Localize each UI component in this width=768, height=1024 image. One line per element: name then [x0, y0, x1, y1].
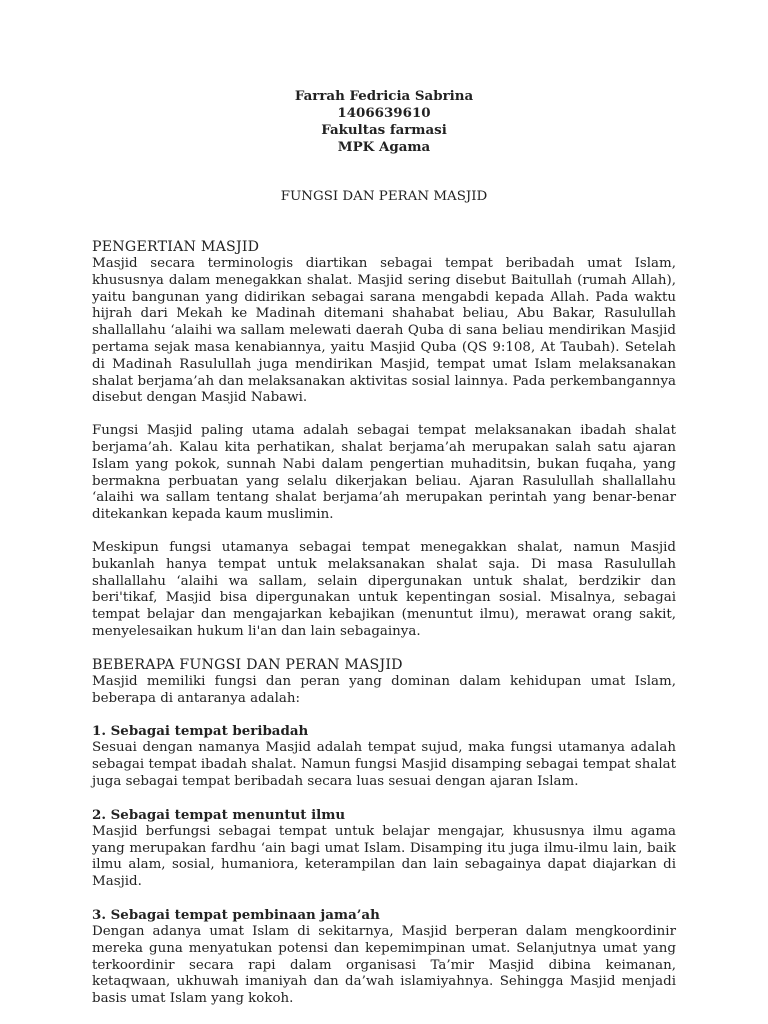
- item-heading-pembinaan-jamaah: 3. Sebagai tempat pembinaan jama’ah: [92, 906, 380, 923]
- section-body-pengertian: [92, 256, 676, 641]
- item-text-pembinaan-jamaah: Dengan adanya umat Islam di sekitarnya, Masjid berperan dalam mengkoordinir mereka guna menyatukan potensi dan kepemimpinan umat. Selanjutnya umat yang terkoordinir secara rapi dalam organisasi Ta’mir Masjid dibina keimanan, ketaqwaan, ukhuwah imaniyah dan da’wah islamiyahnya. Sehingga Masjid menjadi basis umat Islam yang kokoh.: [92, 923, 676, 1007]
- faculty-name: Fakultas farmasi: [321, 122, 447, 138]
- paragraph-other-functions: Meskipun fungsi utamanya sebagai tempat menegakkan shalat, namun Masjid bukanlah hanya tempat untuk melaksanakan shalat saja. Di masa Rasulullah shallallahu ‘alaihi wa sallam, selain dipergunakan untuk shalat, berdzikir dan beri'tikaf, Masjid bisa dipergunakan untuk kepentingan sosial. Misalnya, sebagai tempat belajar dan mengajarkan kebajikan (menuntut ilmu), merawat orang sakit, menyelesaikan hukum li'an dan lain sebagainya.: [92, 539, 676, 639]
- course-name: MPK Agama: [337, 139, 431, 155]
- student-id: 1406639610: [337, 105, 431, 121]
- document-title: FUNGSI DAN PERAN MASJID: [280, 189, 488, 204]
- item-heading-beribadah: 1. Sebagai tempat beribadah: [92, 723, 309, 740]
- document-content: [92, 88, 676, 1008]
- section-heading-fungsi-peran: BEBERAPA FUNGSI DAN PERAN MASJID: [92, 656, 403, 673]
- author-name: Farrah Fedricia Sabrina: [294, 88, 474, 104]
- item-heading-menuntut-ilmu: 2. Sebagai tempat menuntut ilmu: [92, 806, 346, 823]
- paragraph-definition: Masjid secara terminologis diartikan sebagai tempat beribadah umat Islam, khususnya dalam menegakkan shalat. Masjid sering disebut Baitullah (rumah Allah), yaitu bangunan yang didirikan sebagai sarana mengabdi kepada Allah. Pada waktu hijrah dari Mekah ke Madinah ditemani shahabat beliau, Abu Bakar, Rasulullah shallallahu ‘alaihi wa sallam melewati daerah Quba di sana beliau mendirikan Masjid pertama sejak masa kenabiannya, yaitu Masjid Quba (QS 9:108, At Taubah). Setelah di Madinah Rasulullah juga mendirikan Masjid, tempat umat Islam melaksanakan shalat berjama’ah dan melaksanakan aktivitas sosial lainnya. Pada perkembangannya disebut dengan Masjid Nabawi.: [92, 256, 676, 406]
- section-heading-pengertian: PENGERTIAN MASJID: [92, 239, 260, 255]
- section-body-fungsi-peran: [92, 674, 676, 1008]
- author-header: [92, 88, 676, 156]
- paragraph-main-function: Fungsi Masjid paling utama adalah sebagai tempat melaksanakan ibadah shalat berjama’ah. Kalau kita perhatikan, shalat berjama’ah merupakan salah satu ajaran Islam yang pokok, sunnah Nabi dalam pengertian muhaditsin, bukan fuqaha, yang bermakna perbuatan yang selalu dikerjakan beliau. Ajaran Rasulullah shallallahu ‘alaihi wa sallam tentang shalat berjama’ah merupakan perintah yang benar-benar ditekankan kepada kaum muslimin.: [92, 423, 676, 523]
- paragraph-intro: Masjid memiliki fungsi dan peran yang dominan dalam kehidupan umat Islam, beberapa di antaranya adalah:: [92, 673, 676, 706]
- item-text-menuntut-ilmu: Masjid berfungsi sebagai tempat untuk belajar mengajar, khususnya ilmu agama yang merupakan fardhu ‘ain bagi umat Islam. Disamping itu juga ilmu-ilmu lain, baik ilmu alam, sosial, humaniora, keterampilan dan lain sebagainya dapat diajarkan di Masjid.: [92, 823, 676, 890]
- item-text-beribadah: Sesuai dengan namanya Masjid adalah tempat sujud, maka fungsi utamanya adalah sebagai tempat ibadah shalat. Namun fungsi Masjid disamping sebagai tempat shalat juga sebagai tempat beribadah secara luas sesuai dengan ajaran Islam.: [92, 740, 676, 789]
